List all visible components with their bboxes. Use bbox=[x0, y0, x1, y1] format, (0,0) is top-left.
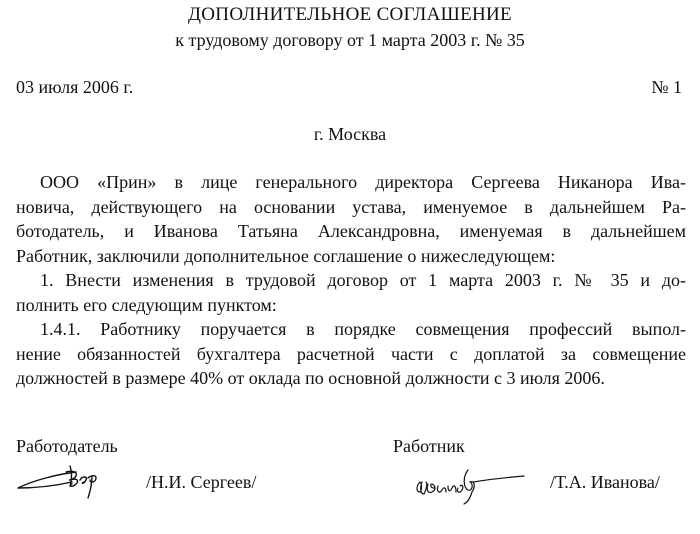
employer-signature-icon bbox=[14, 458, 104, 508]
paragraph-parties bbox=[16, 170, 686, 268]
document-subtitle: к трудовому договору от 1 марта 2003 г. № 35 bbox=[175, 30, 525, 50]
body-line: ООО «Прин» в лице генерального директора Сергеева Никанора Ива- bbox=[40, 172, 686, 192]
body-line: должностей в размере 40% от оклада по основной должности с 3 июля 2006. bbox=[16, 368, 605, 388]
body-line: полнить его следующим пунктом: bbox=[16, 294, 277, 315]
document-number: № 1 bbox=[651, 77, 682, 97]
paragraph-clause-1-4-1 bbox=[16, 317, 686, 391]
employee-name: /Т.А. Иванова/ bbox=[550, 472, 660, 492]
employee-label: Работник bbox=[393, 436, 465, 456]
document-date: 03 июля 2006 г. bbox=[16, 77, 134, 97]
employer-label: Работодатель bbox=[16, 436, 118, 456]
body-line: ботодатель, и Иванова Татьяна Александровна, именуемая в дальнейшем bbox=[16, 221, 686, 241]
body-line: Работник, заключили дополнительное соглашение о нижеследующем: bbox=[16, 245, 556, 266]
employer-name: /Н.И. Сергеев/ bbox=[146, 472, 257, 492]
document-body bbox=[16, 170, 686, 391]
body-line: новича, действующего на основании устава, именуемое в дальнейшем Ра- bbox=[16, 196, 686, 217]
employee-signature-icon bbox=[412, 462, 532, 512]
paragraph-clause-1 bbox=[16, 268, 686, 317]
document-city: г. Москва bbox=[313, 124, 387, 144]
body-line: нение обязанностей бухгалтера расчетной части с доплатой за совмещение bbox=[16, 343, 686, 364]
body-line: 1.4.1. Работнику поручается в порядке совмещения профессий выпол- bbox=[40, 319, 686, 339]
body-line: 1. Внести изменения в трудовой договор от 1 марта 2003 г. № 35 и до- bbox=[40, 270, 686, 290]
document-title: ДОПОЛНИТЕЛЬНОЕ СОГЛАШЕНИЕ bbox=[188, 4, 512, 25]
